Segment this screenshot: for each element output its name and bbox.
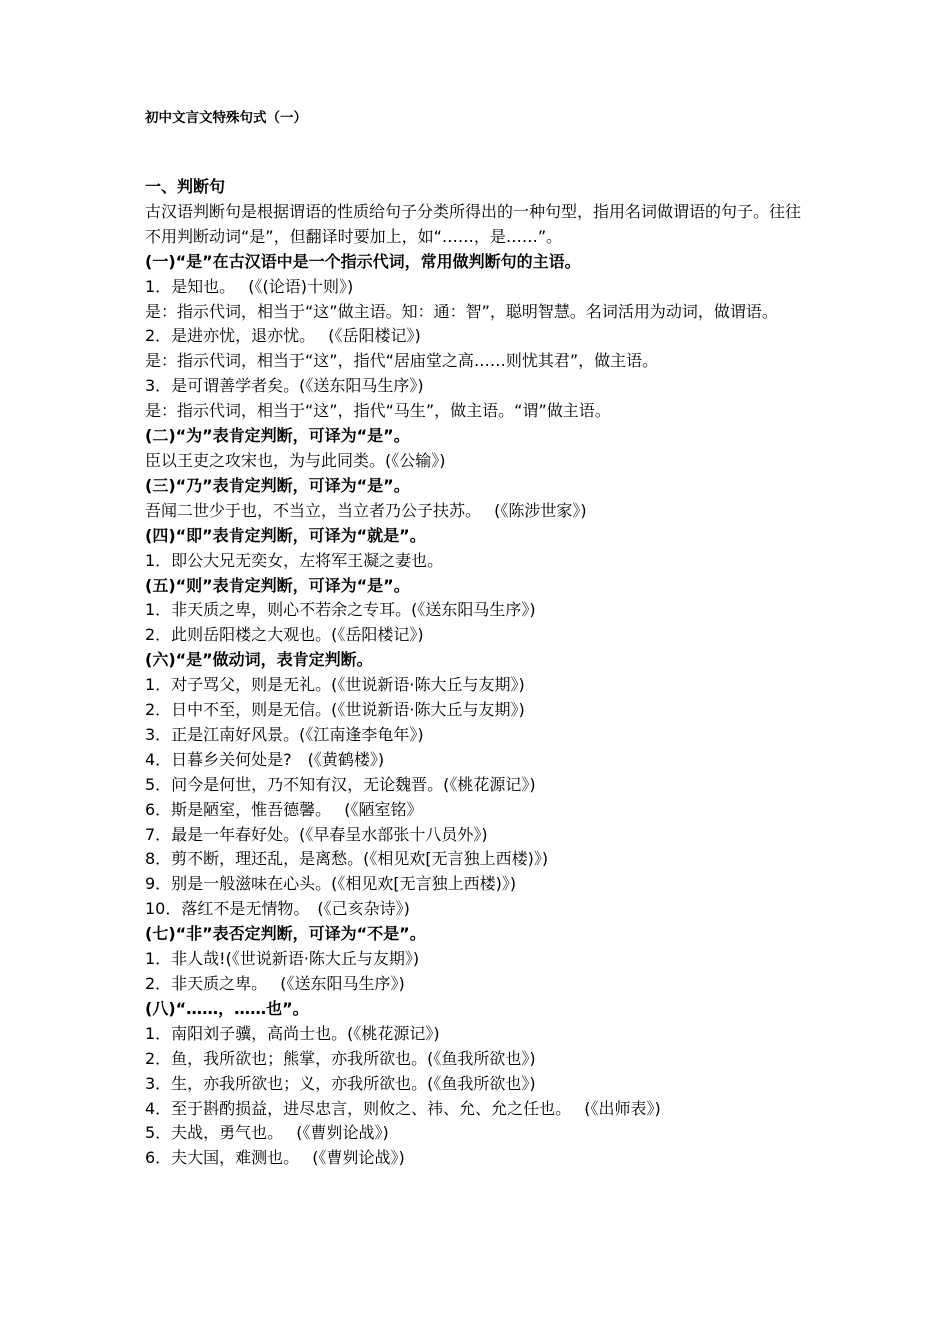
text-line: 1．即公大兄无奕女，左将军王凝之妻也。	[145, 550, 444, 570]
text-line: 9．别是一般滋味在心头。(《相见欢[无言独上西楼)》)	[145, 874, 517, 894]
section-heading: (八)“……，……也”。	[145, 998, 309, 1018]
text-line: 是：指示代词，相当于“这”，指代“马生”，做主语。“谓”做主语。	[145, 401, 611, 421]
text-line: 3．正是江南好风景。(《江南逢李龟年》)	[145, 724, 424, 744]
section-heading: (三)“乃”表肯定判断，可译为“是”。	[145, 475, 410, 495]
text-line: 2．此则岳阳楼之大观也。(《岳阳楼记》)	[145, 625, 424, 645]
section-heading: (一)“是”在古汉语中是一个指示代词，常用做判断句的主语。	[145, 251, 581, 271]
document-body	[145, 175, 815, 1171]
text-line: 10．落红不是无情物。 (《己亥杂诗》)	[145, 899, 410, 919]
text-line: 1．是知也。 (《(论语)十则》)	[145, 276, 354, 296]
section-heading: (二)“为”表肯定判断，可译为“是”。	[145, 426, 410, 446]
text-line: 吾闻二世少于也，不当立，当立者乃公子扶苏。 (《陈涉世家》)	[145, 500, 587, 520]
text-line: 4．至于斟酌损益，进尽忠言，则攸之、祎、允、允之任也。 (《出师表》)	[145, 1098, 661, 1118]
text-line: 2．日中不至，则是无信。(《世说新语·陈大丘与友期》)	[145, 700, 525, 720]
text-line: 5．夫战，勇气也。 (《曹刿论战》)	[145, 1123, 389, 1143]
text-line: 8．剪不断，理还乱，是离愁。(《相见欢[无言独上西楼)》)	[145, 849, 549, 869]
text-line: 3．是可谓善学者矣。(《送东阳马生序》)	[145, 376, 424, 396]
text-line: 是：指示代词，相当于“这”，指代“居庙堂之高……则忧其君”，做主语。	[145, 351, 659, 371]
text-line: 5．问今是何世，乃不知有汉，无论魏晋。(《桃花源记》)	[145, 774, 536, 794]
text-line: 1．南阳刘子骥，高尚士也。(《桃花源记》)	[145, 1023, 440, 1043]
text-line: 1．非人哉!(《世说新语·陈大丘与友期》)	[145, 949, 420, 969]
text-line: 4．日暮乡关何处是? (《黄鹤楼》)	[145, 749, 385, 769]
text-line: 1．对子骂父，则是无礼。(《世说新语·陈大丘与友期》)	[145, 675, 525, 695]
text-line: 3．生，亦我所欲也；义，亦我所欲也。(《鱼我所欲也》)	[145, 1073, 536, 1093]
text-line: 2．是进亦忧，退亦忧。 (《岳阳楼记》)	[145, 326, 421, 346]
text-line: 2．非天质之卑。 (《送东阳马生序》)	[145, 974, 405, 993]
text-line: 6．夫大国，难测也。 (《曹刿论战》)	[145, 1148, 405, 1168]
text-line: 古汉语判断句是根据谓语的性质给句子分类所得出的一种句型，指用名词做谓语的句子。往往不用判断动词“是”，但翻译时要加上，如“……，是……”。	[145, 201, 802, 246]
section-heading: (七)“非”表否定判断，可译为“不是”。	[145, 924, 426, 944]
text-line: 2．鱼，我所欲也；熊掌，亦我所欲也。(《鱼我所欲也》)	[145, 1048, 536, 1068]
text-line: 1．非天质之卑，则心不若余之专耳。(《送东阳马生序》)	[145, 600, 536, 620]
section-heading: (五)“则”表肯定判断，可译为“是”。	[145, 575, 410, 595]
text-line: 7．最是一年春好处。(《早春呈水部张十八员外》)	[145, 824, 488, 844]
section-heading: (四)“即”表肯定判断，可译为“就是”。	[145, 525, 426, 545]
text-line: 臣以王吏之攻宋也，为与此同类。(《公输》)	[145, 450, 446, 470]
section-heading: (六)“是”做动词，表肯定判断。	[145, 650, 373, 670]
text-line: 6．斯是陋室，惟吾德馨。 (《陋室铭》	[145, 799, 423, 819]
section-heading: 一、判断句	[145, 177, 226, 196]
document-title: 初中文言文特殊句式（一）	[145, 110, 307, 126]
text-line: 是：指示代词，相当于“这”做主语。知：通：智”，聪明智慧。名词活用为动词，做谓语。	[145, 301, 778, 321]
